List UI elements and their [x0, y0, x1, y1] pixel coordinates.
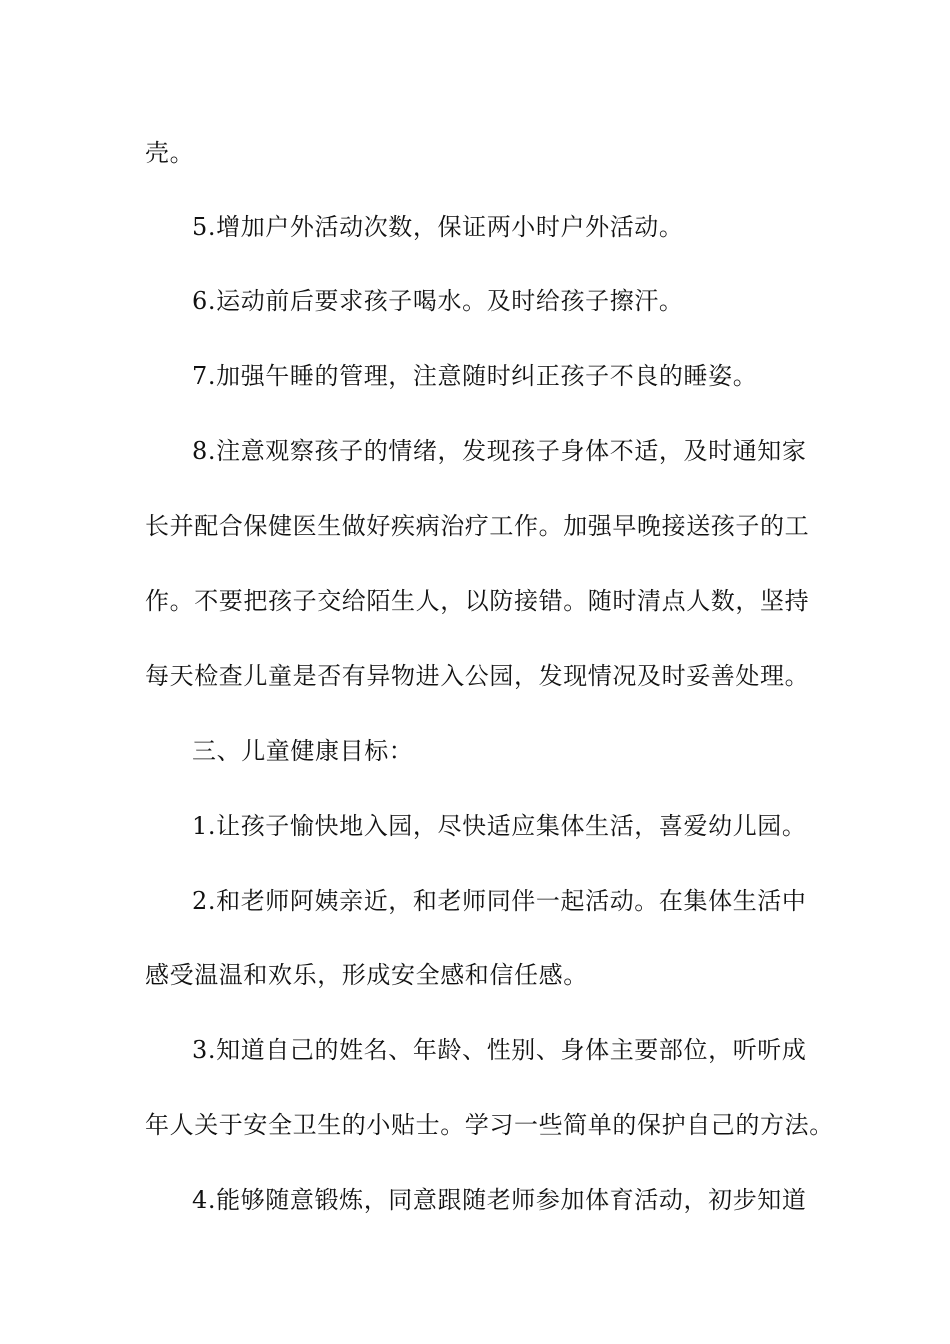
- paragraph-line: 5.增加户外活动次数，保证两小时户外活动。: [192, 213, 684, 241]
- paragraph-line: 2.和老师阿姨亲近，和老师同伴一起活动。在集体生活中: [192, 887, 807, 915]
- paragraph-line: 年人关于安全卫生的小贴士。学习一些简单的保护自己的方法。: [145, 1111, 834, 1139]
- paragraph-line: 8.注意观察孩子的情绪，发现孩子身体不适，及时通知家: [192, 437, 807, 465]
- paragraph-line: 长并配合保健医生做好疾病治疗工作。加强早晚接送孩子的工: [145, 512, 810, 540]
- paragraph-line: 3.知道自己的姓名、年龄、性别、身体主要部位，听听成: [192, 1036, 807, 1064]
- paragraph-line: 每天检查儿童是否有异物进入公园，发现情况及时妥善处理。: [145, 662, 810, 690]
- paragraph-line: 7.加强午睡的管理，注意随时纠正孩子不良的睡姿。: [192, 362, 758, 390]
- section-heading: 三、儿童健康目标：: [192, 737, 414, 765]
- paragraph-line: 4.能够随意锻炼，同意跟随老师参加体育活动，初步知道: [192, 1186, 807, 1214]
- paragraph-line: 6.运动前后要求孩子喝水。及时给孩子擦汗。: [192, 287, 684, 315]
- paragraph-line: 壳。: [145, 139, 195, 167]
- paragraph-line: 1.让孩子愉快地入园，尽快适应集体生活，喜爱幼儿园。: [192, 812, 807, 840]
- paragraph-line: 感受温温和欢乐，形成安全感和信任感。: [145, 961, 588, 989]
- paragraph-line: 作。不要把孩子交给陌生人，以防接错。随时清点人数，坚持: [145, 587, 810, 615]
